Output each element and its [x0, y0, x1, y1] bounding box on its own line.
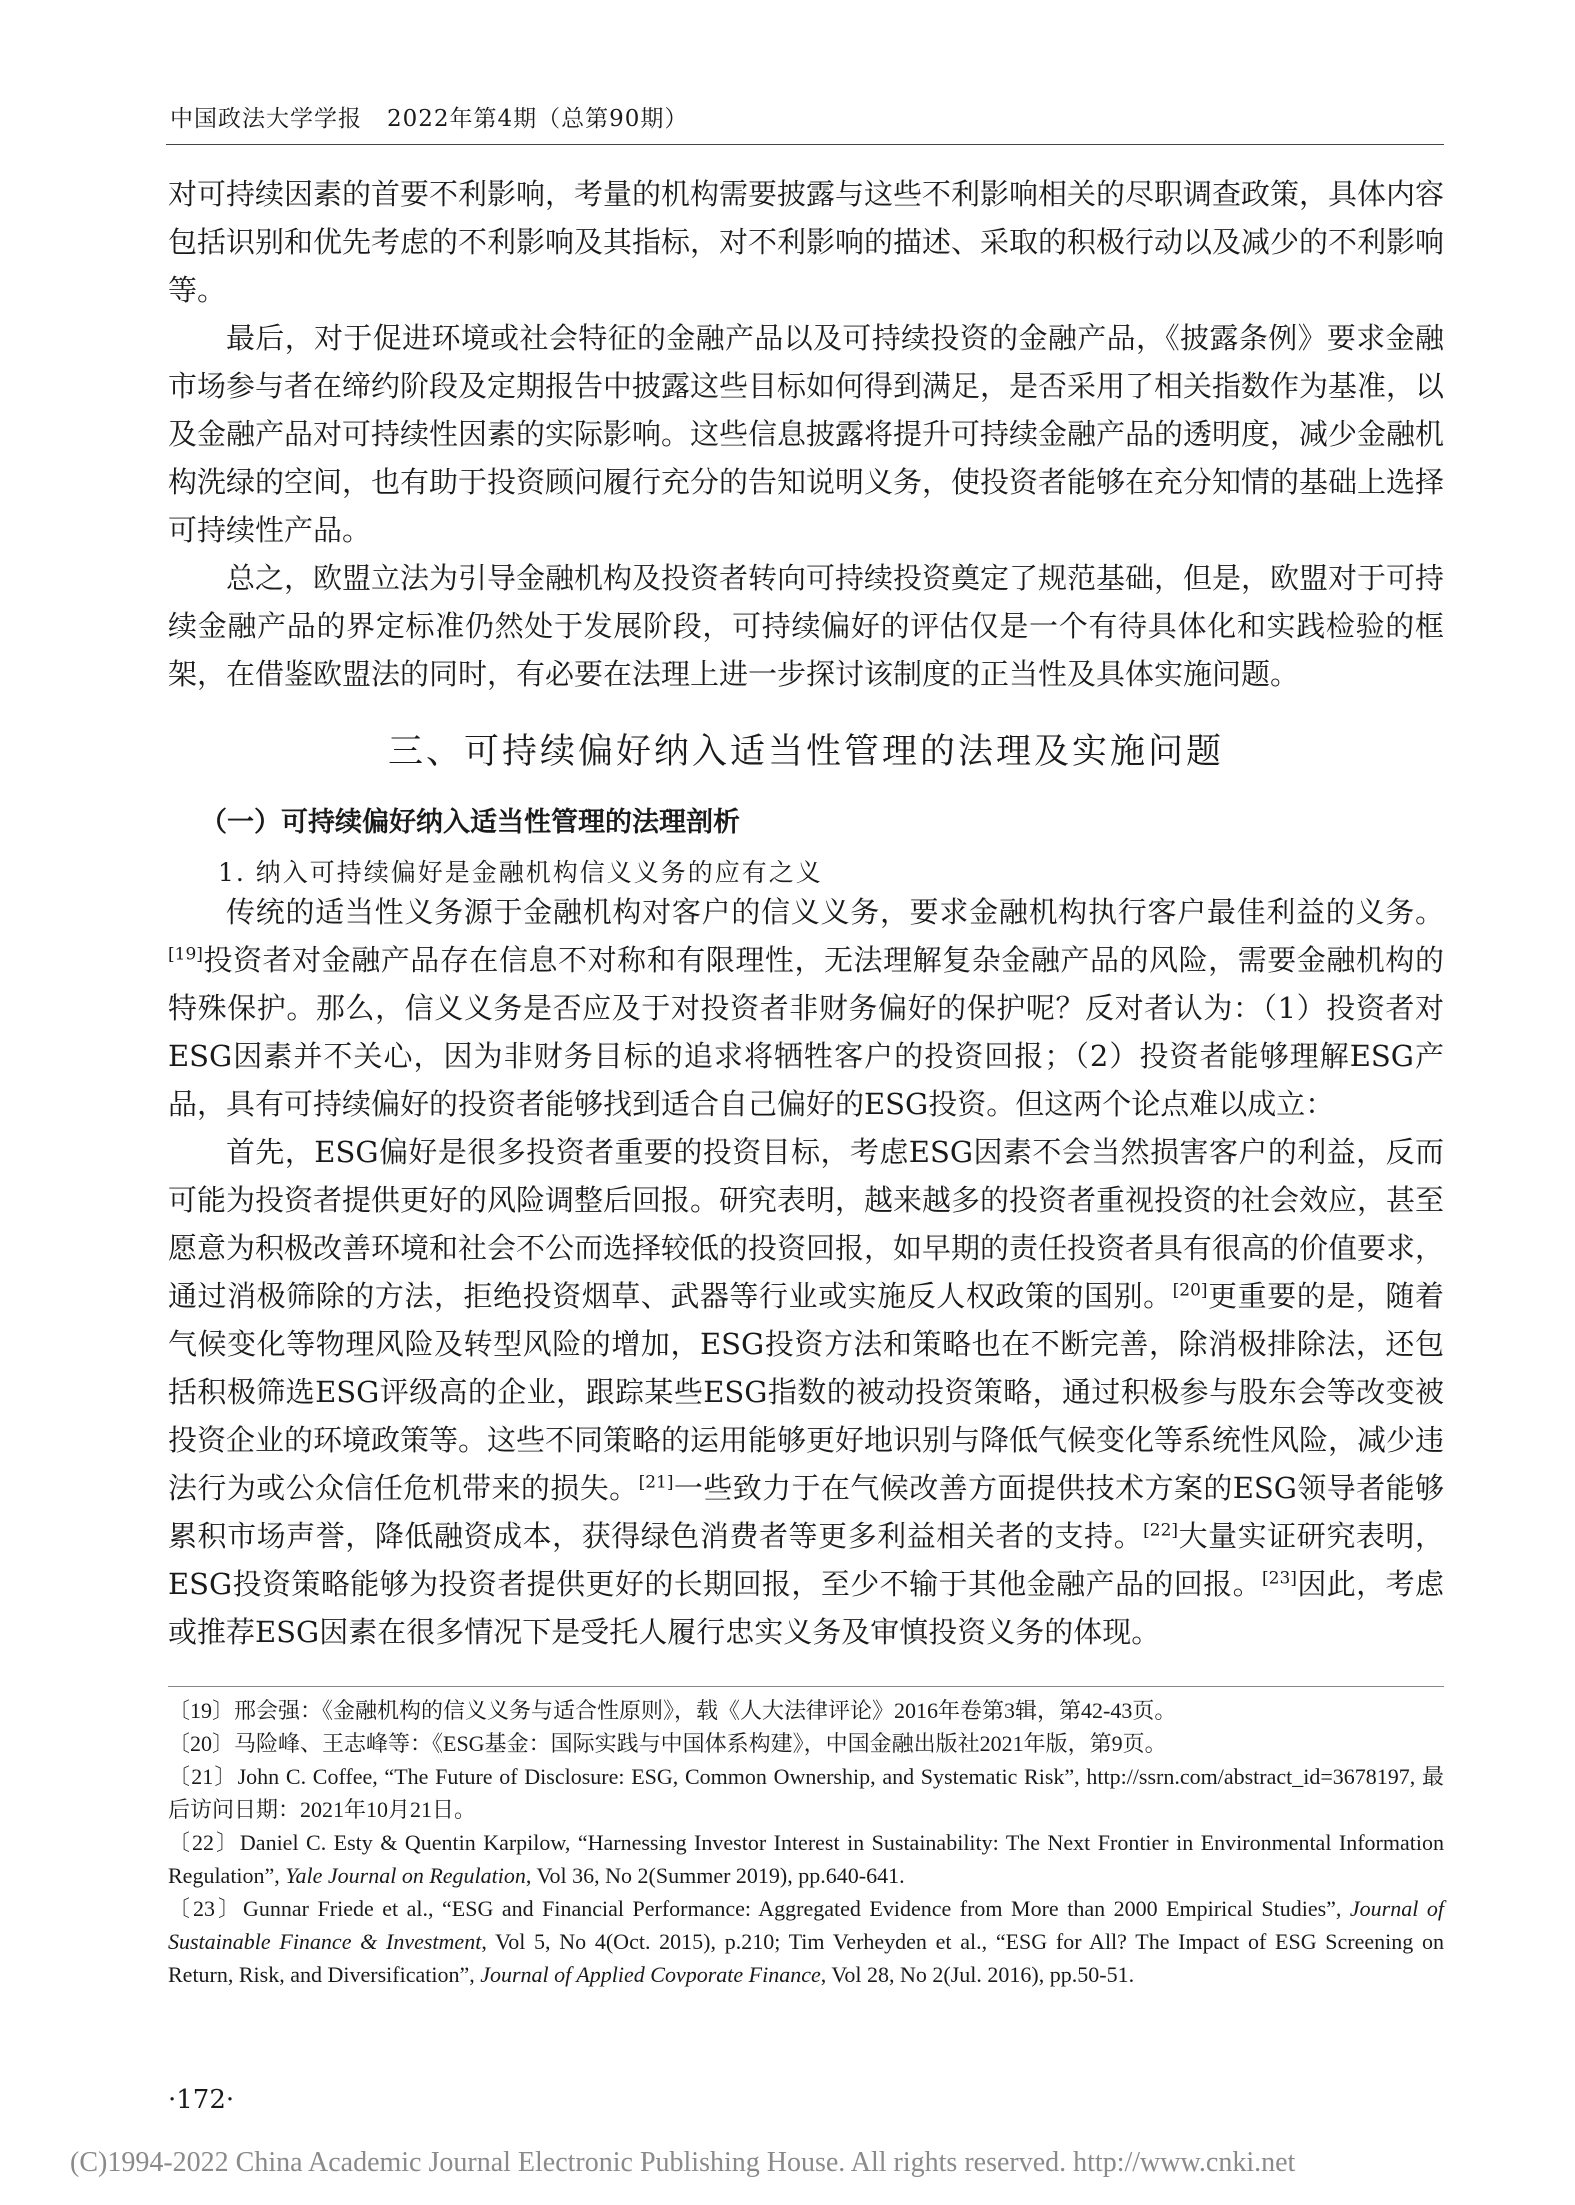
footnote-ref-20[interactable]: [20] [1172, 1280, 1208, 1301]
subsection-title: （一）可持续偏好纳入适当性管理的法理剖析 [200, 807, 740, 838]
section-title: 三、可持续偏好纳入适当性管理的法理及实施问题 [387, 732, 1224, 772]
body-text-main [168, 888, 1444, 1656]
copyright-footer: (C)1994-2022 China Academic Journal Electronic Publishing House. All rights reserved. http://www.cnki.net [70, 2147, 1296, 2178]
running-header [166, 86, 1444, 145]
footnote-ref-19[interactable]: [19] [168, 944, 203, 965]
footnote-divider [168, 1686, 1444, 1687]
page-number: ·172· [168, 2085, 235, 2115]
footnote-ref-21[interactable]: [21] [638, 1472, 674, 1493]
footnote-ref-22[interactable]: [22] [1143, 1520, 1179, 1541]
subsubsection-title: 1. 纳入可持续偏好是金融机构信义义务的应有之义 [218, 858, 823, 887]
issue-info: 2022年第4期（总第90期） [386, 106, 689, 132]
paragraph-fiduciary: 传统的适当性义务源于金融机构对客户的信义义务，要求金融机构执行客户最佳利益的义务。[19]投资者对金融产品存在信息不对称和有限理性，无法理解复杂金融产品的风险，需要金融机构的特殊保护。那么，信义义务是否应及于对投资者非财务偏好的保护呢？反对者认为：（1）投资者对ESG因素并不关心，因为非财务目标的追求将牺牲客户的投资回报；（2）投资者能够理解ESG产品，具有可持续偏好的投资者能够找到适合自己偏好的ESG投资。但这两个论点难以成立： [168, 895, 1444, 1121]
footnote-ref-23[interactable]: [23] [1262, 1568, 1297, 1589]
paragraph-first: 首先，ESG偏好是很多投资者重要的投资目标，考虑ESG因素不会当然损害客户的利益，反而可能为投资者提供更好的风险调整后回报。研究表明，越来越多的投资者重视投资的社会效应，甚至愿意为积极改善环境和社会不公而选择较低的投资回报，如早期的责任投资者具有很高的价值要求，通过消极筛除的方法，拒绝投资烟草、武器等行业或实施反人权政策的国别。[20]更重要的是，随着气候变化等物理风险及转型风险的增加，ESG投资方法和策略也在不断完善，除消极排除法，还包括积极筛选ESG评级高的企业，跟踪某些ESG指数的被动投资策略，通过积极参与股东会等改变被投资企业的环境政策等。这些不同策略的运用能够更好地识别与降低气候变化等系统性风险，减少违法行为或公众信任危机带来的损失。[21]一些致力于在气候改善方面提供技术方案的ESG领导者能够累积市场声誉，降低融资成本，获得绿色消费者等更多利益相关者的支持。[22]大量实证研究表明，ESG投资策略能够为投资者提供更好的长期回报，至少不输于其他金融产品的回报。[23]因此，考虑或推荐ESG因素在很多情况下是受托人履行忠实义务及审慎投资义务的体现。 [168, 1135, 1445, 1649]
body-text-top [168, 170, 1444, 698]
paragraph-finally: 最后，对于促进环境或社会特征的金融产品以及可持续投资的金融产品，《披露条例》要求金融市场参与者在缔约阶段及定期报告中披露这些目标如何得到满足，是否采用了相关指数作为基准，以及金融产品对可持续性因素的实际影响。这些信息披露将提升可持续金融产品的透明度，减少金融机构洗绿的空间，也有助于投资顾问履行充分的告知说明义务，使投资者能够在充分知情的基础上选择可持续性产品。 [168, 321, 1445, 547]
footnote-21: 〔21〕John C. Coffee, “The Future of Disclosure: ESG, Common Ownership, and Systematic Risk”, http://ssrn.com/abstract_id=3678197, 最后访问日期：2021年10月21日。 [168, 1764, 1444, 1822]
footnote-23: 〔23〕Gunnar Friede et al., “ESG and Financial Performance: Aggregated Evidence from More than 2000 Empirical Studies”, Journal of Sustainable Finance & Investment, Vol 5, No 4(Oct. 2015), p.210; Tim Verheyden et al., “ESG for All? The Impact of ESG Screening on Return, Risk, and Diversification”, Journal of Applied Covporate Finance, Vol 28, No 2(Jul. 2016), pp.50-51. [168, 1896, 1444, 1987]
journal-name: 中国政法大学学报 [170, 106, 362, 132]
journal-title: Journal of Sustainable Finance & Investment [168, 1896, 1444, 1954]
footnote-20: 〔20〕马险峰、王志峰等：《ESG基金：国际实践与中国体系构建》，中国金融出版社2021年版，第9页。 [168, 1731, 1167, 1756]
paragraph-summary: 总之，欧盟立法为引导金融机构及投资者转向可持续投资奠定了规范基础，但是，欧盟对于可持续金融产品的界定标准仍然处于发展阶段，可持续偏好的评估仅是一个有待具体化和实践检验的框架，在借鉴欧盟法的同时，有必要在法理上进一步探讨该制度的正当性及具体实施问题。 [168, 561, 1445, 691]
footnote-19: 〔19〕邢会强：《金融机构的信义义务与适合性原则》，载《人大法律评论》2016年卷第3辑，第42-43页。 [168, 1698, 1177, 1723]
journal-title: Yale Journal on Regulation [285, 1863, 526, 1888]
footnote-22: 〔22〕Daniel C. Esty & Quentin Karpilow, “Harnessing Investor Interest in Sustainability: The Next Frontier in Environmental Information Regulation”, Yale Journal on Regulation, Vol 36, No 2(Summer 2019), pp.640-641. [168, 1830, 1444, 1888]
paragraph-continued: 对可持续因素的首要不利影响，考量的机构需要披露与这些不利影响相关的尽职调查政策，具体内容包括识别和优先考虑的不利影响及其指标，对不利影响的描述、采取的积极行动以及减少的不利影响等。 [168, 177, 1445, 307]
footnotes [168, 1694, 1444, 1991]
journal-title: Journal of Applied Covporate Finance [480, 1962, 821, 1987]
